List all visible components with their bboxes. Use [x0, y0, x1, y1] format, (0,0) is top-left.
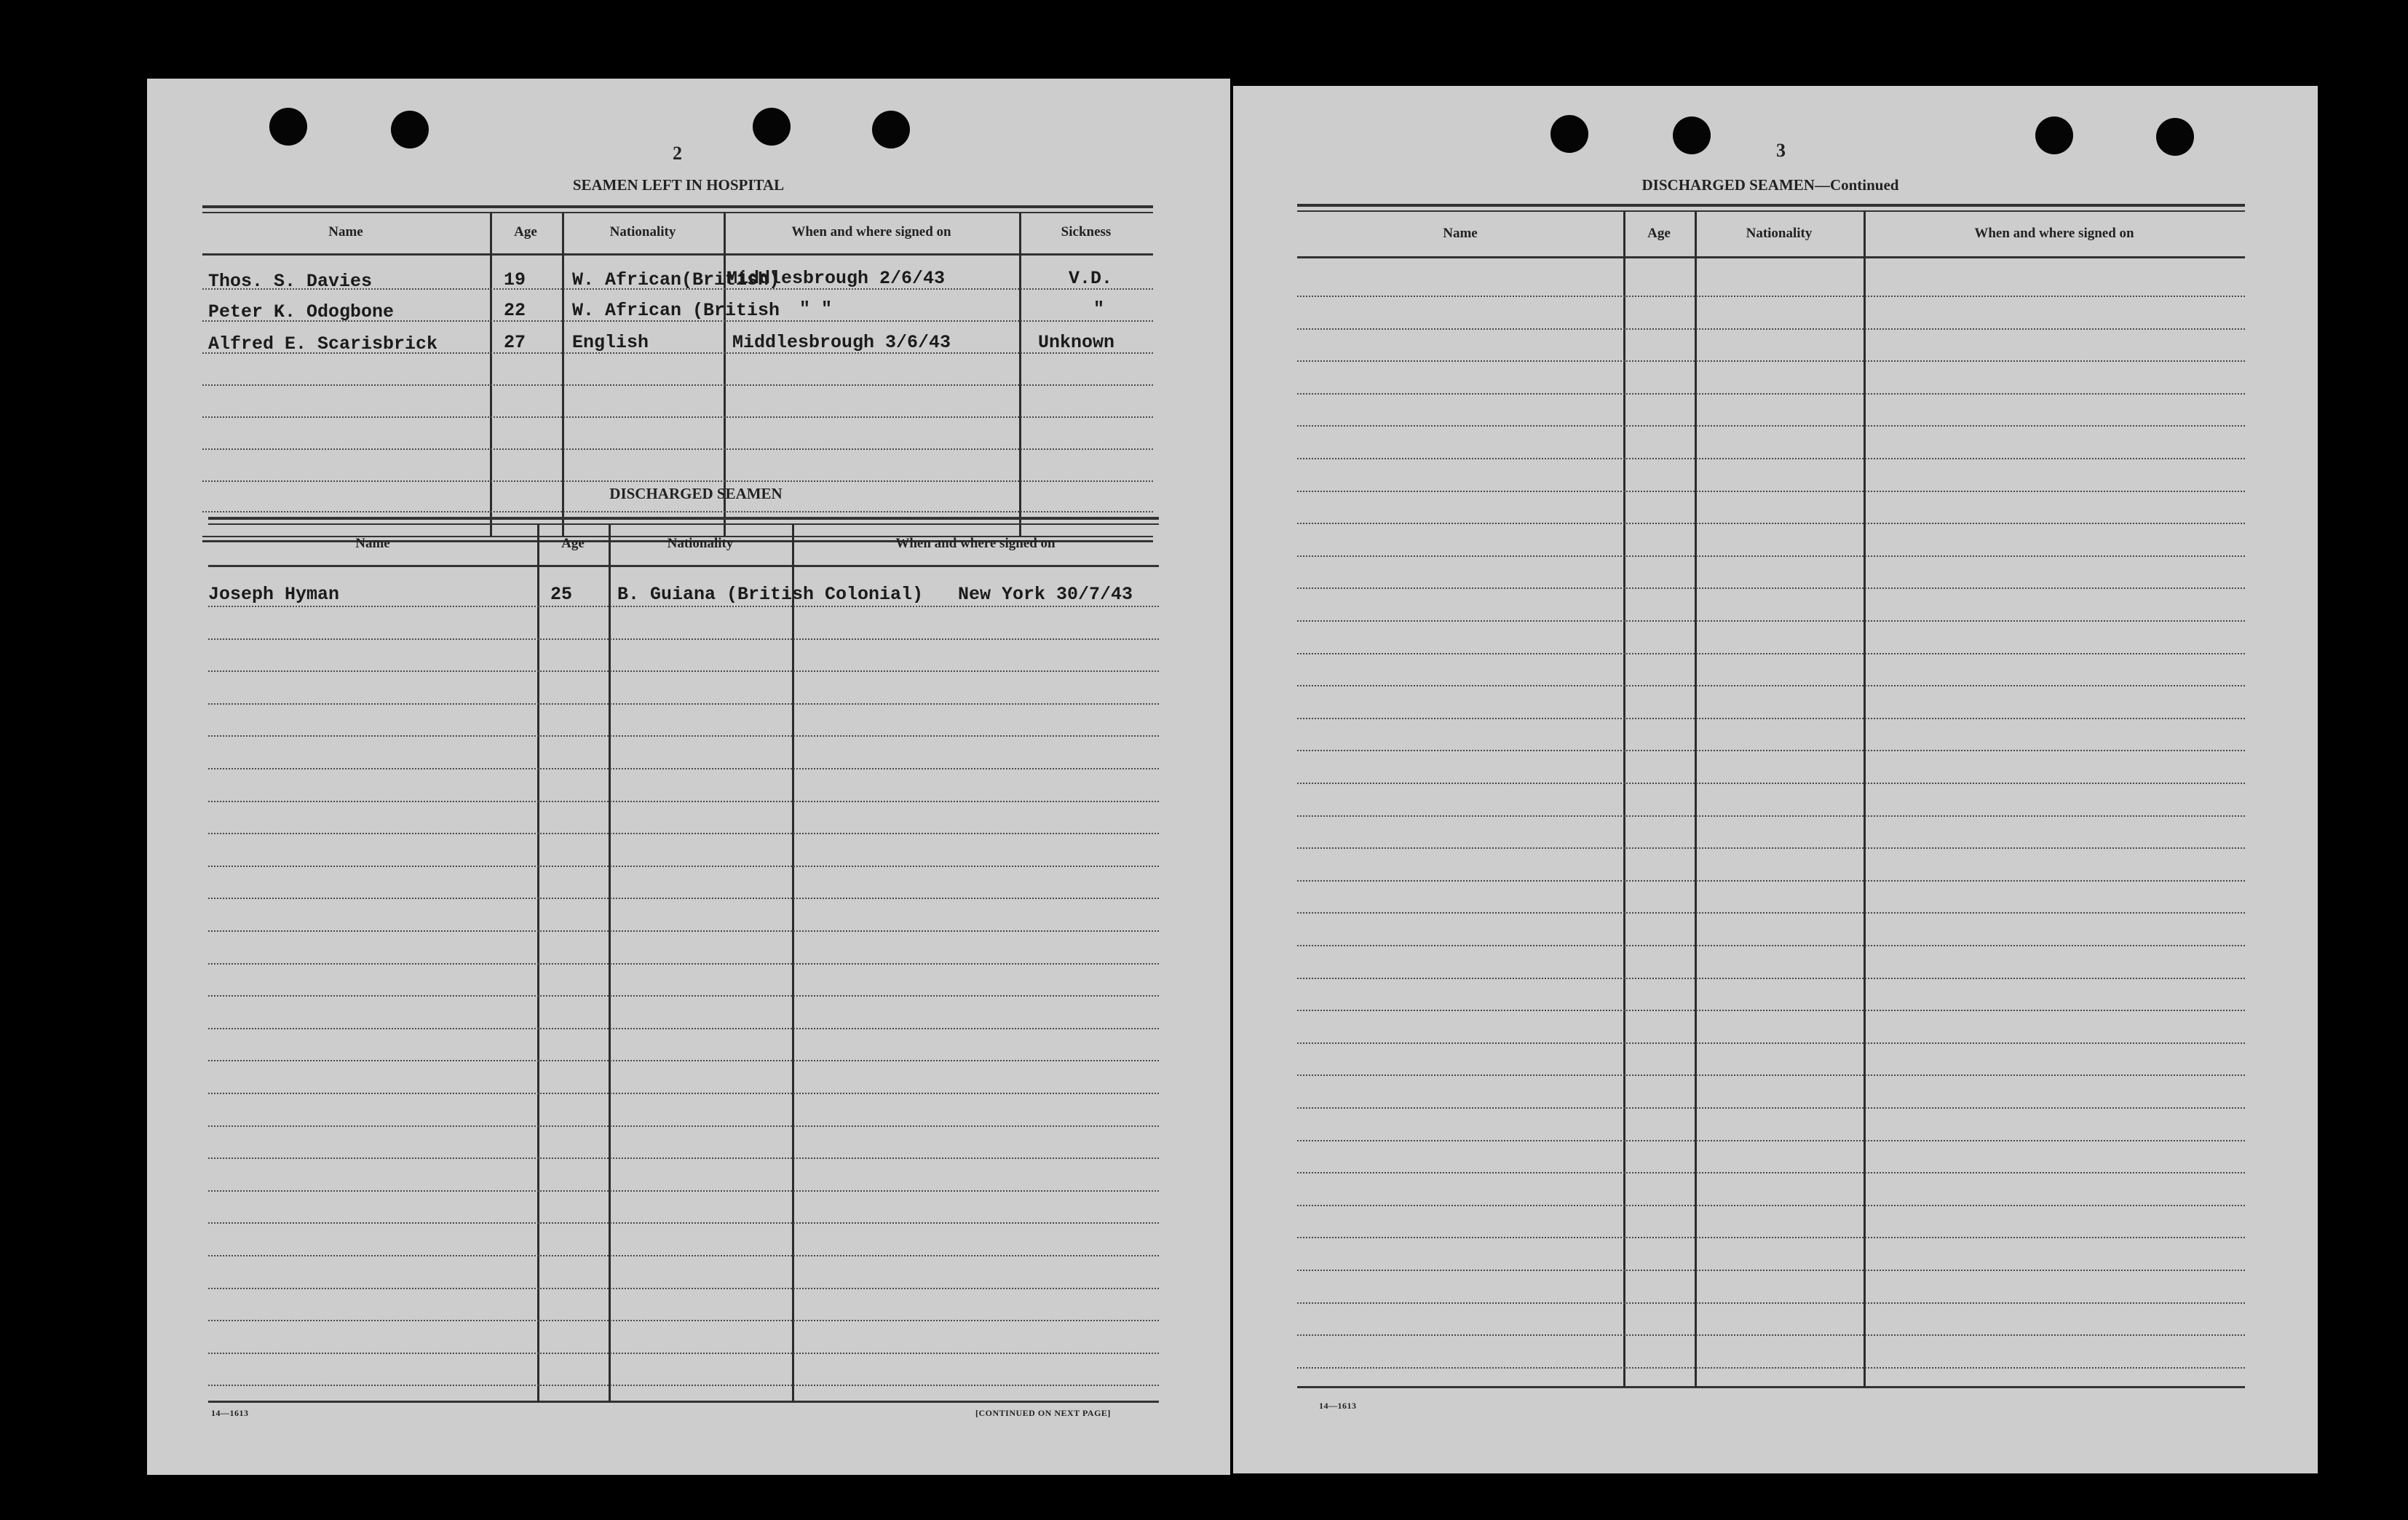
ruled-line: [208, 703, 1159, 705]
ruled-line: [1297, 750, 2245, 751]
ruled-line: [1297, 1334, 2245, 1336]
right-page: [1233, 86, 2318, 1473]
ruled-line: [208, 995, 1159, 997]
ruled-line: [208, 1255, 1159, 1256]
ruled-line: [208, 1353, 1159, 1354]
column-header-signed-on: When and where signed on: [895, 536, 1056, 551]
ruled-line: [208, 930, 1159, 932]
ruled-line: [208, 833, 1159, 834]
column-header-name: Name: [355, 536, 390, 551]
section-title-hospital: SEAMEN LEFT IN HOSPITAL: [572, 176, 785, 194]
ruled-line: [1297, 458, 2245, 459]
column-header-name: Name: [328, 224, 363, 240]
punch-hole: [1550, 115, 1588, 153]
column-header-age: Age: [1647, 226, 1671, 241]
form-number: 14—1613: [211, 1408, 249, 1418]
cell-nationality: W. African (British: [572, 300, 780, 321]
section-title-discharged-continued: DISCHARGED SEAMEN—Continued: [1641, 176, 1899, 194]
punch-hole: [872, 111, 910, 149]
ruled-line: [208, 735, 1159, 737]
column-header-signed-on: When and where signed on: [791, 224, 951, 240]
punch-hole: [2156, 118, 2194, 156]
ruled-line: [208, 963, 1159, 965]
ruled-line: [1297, 1074, 2245, 1076]
punch-hole: [269, 108, 307, 146]
ruled-line: [1297, 425, 2245, 427]
ruled-line: [208, 1125, 1159, 1127]
ruled-line: [208, 898, 1159, 899]
ruled-line: [208, 1320, 1159, 1321]
ruled-line: [1297, 1010, 2245, 1011]
cell-nationality: W. African(British): [572, 269, 780, 290]
column-header-age: Age: [561, 536, 585, 551]
ruled-line: [1297, 491, 2245, 492]
ruled-line: [1297, 393, 2245, 395]
ruled-line: [208, 1222, 1159, 1224]
cell-sickness: ": [1093, 298, 1105, 320]
ruled-line: [208, 768, 1159, 769]
ruled-line: [1297, 978, 2245, 979]
ruled-line: [1297, 1367, 2245, 1369]
left-page: [147, 79, 1230, 1475]
continued-note: [CONTINUED ON NEXT PAGE]: [975, 1408, 1111, 1418]
ruled-line: [1297, 328, 2245, 330]
ruled-line: [1297, 880, 2245, 882]
discharged-table: [208, 517, 1159, 1478]
column-header-sickness: Sickness: [1061, 224, 1112, 240]
ruled-line: [208, 866, 1159, 867]
ruled-line: [208, 1157, 1159, 1159]
ruled-line: [208, 801, 1159, 802]
discharged-continued-table: [1297, 204, 2245, 1478]
punch-hole: [2035, 116, 2073, 154]
cell-signed-on: New York 30/7/43: [958, 584, 1133, 605]
cell-name: Thos. S. Davies: [208, 271, 373, 292]
ruled-line: [1297, 1205, 2245, 1206]
cell-age: 25: [550, 584, 573, 605]
ruled-line: [1297, 620, 2245, 622]
cell-name: Joseph Hyman: [208, 584, 340, 605]
ruled-line: [208, 670, 1159, 672]
cell-nationality: B. Guiana (British Colonial): [617, 584, 924, 605]
column-header-signed-on: When and where signed on: [1974, 226, 2134, 241]
ruled-line: [1297, 847, 2245, 849]
ruled-line: [1297, 653, 2245, 654]
ruled-line: [1297, 815, 2245, 817]
column-header-nationality: Nationality: [667, 536, 734, 551]
column-header-nationality: Nationality: [1746, 226, 1813, 241]
ruled-line: [1297, 523, 2245, 524]
ruled-line: [1297, 587, 2245, 589]
section-title-discharged: DISCHARGED SEAMEN: [609, 485, 783, 502]
column-header-name: Name: [1443, 226, 1478, 241]
ruled-line: [1297, 1172, 2245, 1173]
ruled-line: [1297, 718, 2245, 719]
column-header-age: Age: [514, 224, 537, 240]
cell-age: 19: [504, 269, 526, 290]
cell-signed-on: Middlesbrough 2/6/43: [726, 268, 946, 289]
ruled-line: [1297, 360, 2245, 362]
ruled-line: [208, 1060, 1159, 1061]
ruled-line: [1297, 1270, 2245, 1271]
ruled-line: [1297, 296, 2245, 297]
ruled-line: [208, 1385, 1159, 1386]
cell-name: Peter K. Odogbone: [208, 301, 395, 322]
punch-hole: [391, 111, 429, 149]
cell-age: 27: [504, 332, 526, 353]
punch-hole: [1673, 116, 1711, 154]
ruled-line: [208, 1190, 1159, 1192]
ruled-line: [1297, 912, 2245, 914]
ruled-line: [208, 1093, 1159, 1094]
form-number: 14—1613: [1319, 1401, 1357, 1411]
cell-age: 22: [504, 300, 526, 321]
page-number: 2: [673, 143, 682, 164]
cell-name: Alfred E. Scarisbrick: [208, 333, 438, 355]
cell-nationality: English: [572, 332, 649, 353]
ruled-line: [1297, 685, 2245, 686]
ruled-line: [1297, 1237, 2245, 1238]
ruled-line: [1297, 1302, 2245, 1304]
ruled-line: [1297, 1140, 2245, 1141]
ruled-line: [208, 1288, 1159, 1289]
ruled-line: [1297, 1042, 2245, 1044]
cell-signed-on: " ": [799, 298, 833, 320]
cell-sickness: Unknown: [1038, 332, 1115, 353]
column-header-nationality: Nationality: [609, 224, 676, 240]
ruled-line: [1297, 945, 2245, 946]
ruled-line: [1297, 555, 2245, 557]
ruled-line: [1297, 1107, 2245, 1109]
ruled-line: [208, 1028, 1159, 1029]
cell-signed-on: Middlesbrough 3/6/43: [732, 332, 951, 353]
punch-hole: [753, 108, 791, 146]
cell-sickness: V.D.: [1069, 268, 1113, 289]
ruled-line: [208, 606, 1159, 607]
page-number: 3: [1776, 140, 1786, 161]
ruled-line: [208, 638, 1159, 640]
ruled-line: [1297, 783, 2245, 784]
